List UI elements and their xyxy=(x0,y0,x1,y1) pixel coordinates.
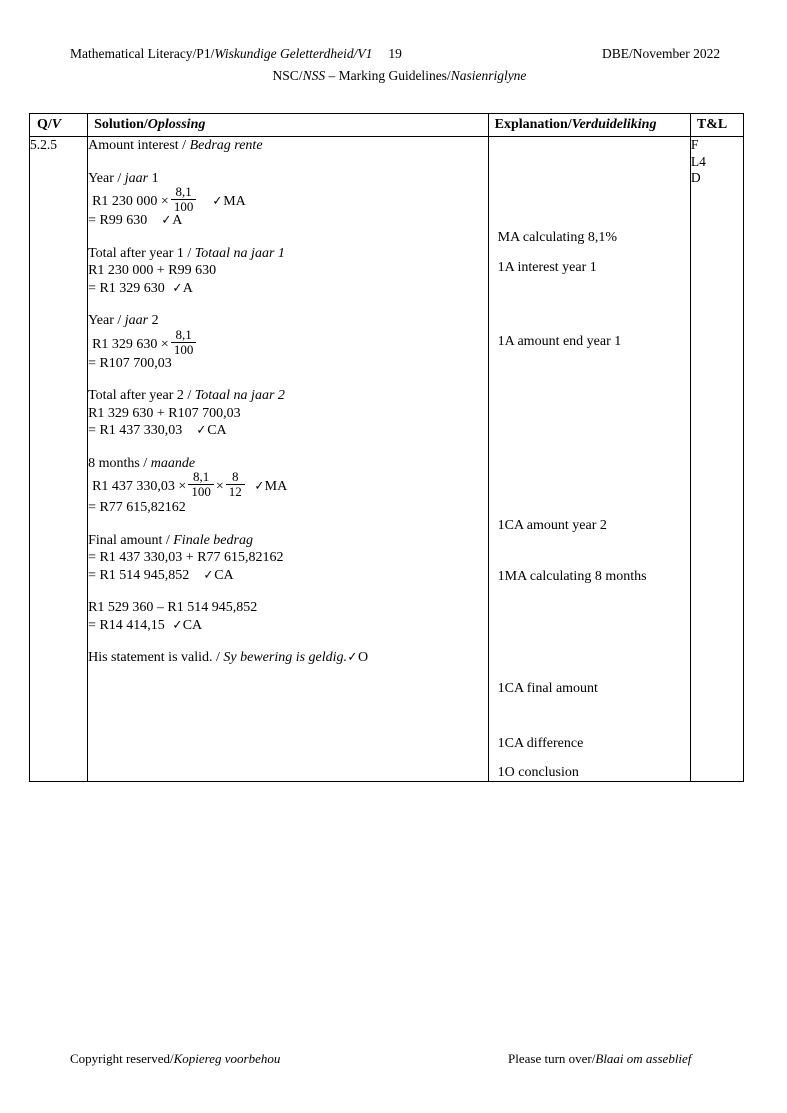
year1-label xyxy=(88,170,488,188)
total-year2-sum: R1 329 630 + R107 700,03 xyxy=(88,405,241,421)
total-year1-result xyxy=(88,280,488,298)
table-row xyxy=(30,137,744,782)
spacer xyxy=(88,517,488,532)
spacer xyxy=(88,155,488,170)
column-header-question-plain: Q/ xyxy=(37,117,52,132)
checkmark-icon: ✓ xyxy=(203,567,214,583)
year1-label-number: 1 xyxy=(148,170,159,186)
footer-copyright-plain: Copyright reserved/ xyxy=(70,1051,174,1066)
total-year2-plain: Total after year 2 / xyxy=(88,388,195,403)
header-page-number: 19 xyxy=(388,46,402,61)
spacer xyxy=(88,230,488,245)
conclusion-plain: His statement is valid. / xyxy=(88,650,224,665)
spacer xyxy=(88,440,488,455)
checkmark-icon: ✓ xyxy=(172,280,183,296)
checkmark-icon: ✓ xyxy=(161,213,172,228)
taxonomy-level-cell xyxy=(690,137,743,782)
year1-calc-amount: R1 230 000 × xyxy=(92,194,169,209)
total-year2-result-value: = R1 437 330,03 xyxy=(88,423,183,438)
total-year2-italic: Totaal na jaar 2 xyxy=(194,388,285,403)
mark-code: A xyxy=(182,280,193,296)
tl-code: D xyxy=(690,170,701,185)
header-line-2 xyxy=(0,66,787,86)
checkmark-icon: ✓ xyxy=(212,194,223,209)
column-header-question xyxy=(30,114,88,137)
mark-code: A xyxy=(172,213,183,228)
year1-label-plain: Year / xyxy=(88,170,125,186)
header-line-1 xyxy=(0,44,787,64)
header-center-plain-1: NSC/ xyxy=(272,68,303,83)
mark-code: MA xyxy=(223,194,246,209)
explanation-cell xyxy=(488,137,690,782)
final-amount-sum: = R1 437 330,03 + R77 615,82162 xyxy=(88,550,284,565)
spacer xyxy=(88,297,488,312)
mark-code: CA xyxy=(182,617,203,633)
explanation-item: 1A interest year 1 xyxy=(497,260,597,275)
header-subject-plain: Mathematical Literacy/P1/ xyxy=(70,46,215,61)
explanation-item: 1CA final amount xyxy=(497,681,598,696)
mark-code: O xyxy=(357,650,369,665)
fraction-denominator: 100 xyxy=(171,342,197,357)
total-year1-sum: R1 230 000 + R99 630 xyxy=(88,263,217,278)
total-year1-result-value: = R1 329 630 xyxy=(88,280,165,296)
months-calculation xyxy=(88,469,488,502)
mark-annotation xyxy=(254,479,287,494)
checkmark-icon: ✓ xyxy=(172,617,183,633)
checkmark-icon: ✓ xyxy=(196,423,207,438)
year1-result xyxy=(88,212,488,230)
explanation-item: MA calculating 8,1% xyxy=(497,230,617,245)
page-header xyxy=(0,44,787,86)
year1-label-italic: jaar xyxy=(124,170,149,186)
months-label-plain: 8 months / xyxy=(88,455,151,471)
column-header-explanation-plain: Explanation/ xyxy=(494,117,572,132)
mark-annotation xyxy=(172,618,202,633)
year2-label xyxy=(88,312,488,330)
months-label xyxy=(88,455,488,473)
mark-annotation xyxy=(172,281,193,296)
solution-heading-italic: Bedrag rente xyxy=(189,138,263,153)
column-header-tl-plain: T&L xyxy=(696,117,728,132)
total-year1-italic: Totaal na jaar 1 xyxy=(194,245,285,261)
question-number-cell xyxy=(30,137,88,782)
mark-annotation xyxy=(196,423,226,438)
fraction-numerator: 8 xyxy=(231,469,239,485)
footer-copyright-italic: Kopiereg voorbehou xyxy=(173,1051,281,1066)
column-header-tl xyxy=(690,114,743,137)
table-header-row xyxy=(30,114,744,137)
footer-turn-over-italic: Blaai om asseblief xyxy=(595,1051,692,1066)
year2-label-italic: jaar xyxy=(124,313,149,328)
solution-heading-plain: Amount interest / xyxy=(88,138,190,153)
year2-label-plain: Year / xyxy=(88,313,125,328)
year2-calc-amount: R1 329 630 × xyxy=(92,336,169,352)
final-amount-italic: Finale bedrag xyxy=(173,532,253,548)
fraction-rate-months xyxy=(188,470,214,499)
solution-heading xyxy=(88,137,488,155)
fraction-denominator: 100 xyxy=(188,484,214,499)
header-center-italic-2: Nasienriglyne xyxy=(450,68,527,83)
fraction-denominator: 12 xyxy=(226,484,245,499)
checkmark-icon: ✓ xyxy=(347,650,358,665)
footer-turn-over-plain: Please turn over/ xyxy=(508,1051,596,1066)
explanation-item: 1O conclusion xyxy=(497,765,579,780)
column-header-solution-plain: Solution/ xyxy=(94,117,148,132)
difference-result xyxy=(88,617,488,635)
mark-annotation xyxy=(347,650,368,665)
mark-code: CA xyxy=(207,423,227,438)
fraction-numerator: 8,1 xyxy=(175,326,192,342)
final-amount-label xyxy=(88,532,488,550)
explanation-item: 1CA difference xyxy=(497,736,584,751)
explanation-item: 1MA calculating 8 months xyxy=(497,569,647,584)
mark-code: MA xyxy=(264,479,288,494)
final-amount-plain: Final amount / xyxy=(88,532,174,548)
year2-label-number: 2 xyxy=(148,313,159,328)
mark-annotation xyxy=(161,213,182,228)
explanation-item: 1CA amount year 2 xyxy=(497,518,607,533)
year2-result: = R107 700,03 xyxy=(88,355,172,371)
mark-code: CA xyxy=(214,567,234,583)
solution-cell xyxy=(88,137,489,782)
fraction-rate-year1 xyxy=(171,185,197,214)
conclusion-italic: Sy bewering is geldig. xyxy=(223,650,348,665)
header-subject xyxy=(70,44,402,64)
fraction-rate-year2 xyxy=(171,328,197,357)
fraction-numerator: 8,1 xyxy=(175,184,192,200)
final-amount-result-value: = R1 514 945,852 xyxy=(88,567,190,583)
column-header-question-italic: V xyxy=(51,117,62,132)
fraction-denominator: 100 xyxy=(171,199,197,214)
months-result: = R77 615,82162 xyxy=(88,500,186,515)
header-center-italic-1: NSS xyxy=(302,68,326,83)
final-amount-result xyxy=(88,567,488,585)
conclusion-statement xyxy=(88,649,488,667)
column-header-explanation-italic: Verduideliking xyxy=(571,117,657,132)
question-number: 5.2.5 xyxy=(30,137,57,152)
checkmark-icon: ✓ xyxy=(254,479,265,494)
column-header-explanation xyxy=(488,114,690,137)
tl-code: F xyxy=(690,137,699,152)
months-calc-amount: R1 437 330,03 × xyxy=(92,479,187,494)
fraction-numerator: 8,1 xyxy=(192,469,210,485)
total-year1-label xyxy=(88,245,488,263)
year1-result-value: = R99 630 xyxy=(88,213,148,228)
total-year1-plain: Total after year 1 / xyxy=(88,245,195,261)
fraction-months xyxy=(226,470,245,499)
spacer xyxy=(88,372,488,387)
difference-sum: R1 529 360 – R1 514 945,852 xyxy=(88,600,258,615)
mark-annotation xyxy=(212,194,245,209)
footer-turn-over xyxy=(508,1050,691,1068)
tl-code: L4 xyxy=(690,153,706,169)
mark-annotation xyxy=(203,568,233,583)
header-subject-italic: Wiskundige Geletterdheid/V1 xyxy=(214,46,373,61)
spacer xyxy=(88,634,488,649)
column-header-solution-italic: Oplossing xyxy=(147,117,206,132)
footer-copyright xyxy=(70,1050,280,1068)
explanation-item: 1A amount end year 1 xyxy=(497,334,622,349)
difference-result-value: = R14 414,15 xyxy=(88,617,165,633)
total-year2-result xyxy=(88,422,488,440)
multiply-operator: × xyxy=(215,479,224,494)
spacer xyxy=(88,584,488,599)
header-center-plain-2: – Marking Guidelines/ xyxy=(325,68,451,83)
months-label-italic: maande xyxy=(150,455,196,471)
total-year2-label xyxy=(88,387,488,405)
column-header-solution xyxy=(88,114,489,137)
marking-guideline-table xyxy=(29,113,744,782)
header-exam-session: DBE/November 2022 xyxy=(602,46,721,61)
